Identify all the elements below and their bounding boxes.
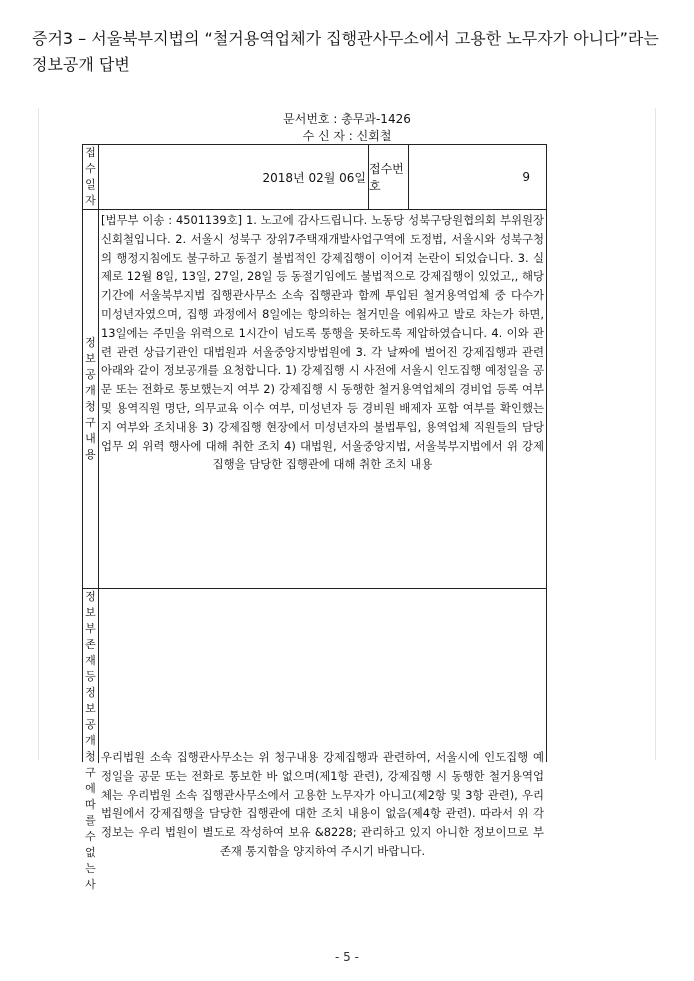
disclosure-table <box>82 144 547 891</box>
request-content-label: 정 보 공 개 청 구 내 용 <box>83 209 99 588</box>
page-number: - 5 - <box>335 950 359 964</box>
receipt-number-label: 접수번호 <box>369 145 409 209</box>
receipt-row <box>83 145 546 210</box>
evidence-heading: 증거3 – 서울북부지법의 “철거용역업체가 집행관사무소에서 고용한 노무자가 아니다”라는 정보공개 답변 <box>32 29 659 74</box>
document-number: 문서번호 : 총무과-1426 <box>283 112 411 126</box>
receipt-date-label: 접 수 일 자 <box>83 145 99 209</box>
recipient: 수 신 자 : 신회철 <box>302 129 392 143</box>
answer-content-text: 우리법원 소속 집행관사무소는 위 청구내용 강제집행과 관련하여, 서울시에 인도집행 예정일을 공문 또는 전화로 통보한 바 없으며(제1항 관련), 강제집행 시 동행한 철거용역업체는 우리법원 소속 집행관사무소에서 고용한 노무자가 아니고(제2항 및 3항 관련), 우리법원에서 강제집행을 담당한 집행관에 대한 조치 내용이 없음(제4항 관련). 따라서 위 각 정보는 우리 법원이 별도로 작성하여 보유 &8228; 관리하고 있지 아니한 정보이므로 부존재 통지함을 양지하여 주시기 바랍니다. <box>101 750 544 858</box>
page-frame-left <box>38 108 39 760</box>
page-frame-right <box>655 108 656 760</box>
answer-row <box>83 588 546 891</box>
nonexistence-label: 정 보 부 존 재 등 정 보 공 개 청 구 에 따 를 수 없 는 사 <box>83 588 99 763</box>
receipt-number: 9 <box>522 170 530 184</box>
request-row <box>83 209 546 589</box>
request-content-text: [법무부 이송 : 4501139호] 1. 노고에 감사드립니다. 노동당 성북구당원협의회 부위원장 신회철입니다. 2. 서울시 성북구 장위7주택재개발사업구역에 도정법, 서울시와 성북구청의 행정지침에도 불구하고 동절기 불법적인 강제집행이 이어져 논란이 되었습니다. 3. 실제로 12월 8일, 13일, 27일, 28일 등 동절기임에도 불법적으로 강제집행이 있었고,, 해당 기간에 서울북부지법 집행관사무소 소속 집행관과 함께 투입된 철거용역업체 중 다수가 미성년자였으며, 집행 과정에서 8일에는 항의하는 철거민을 에워싸고 발로 차는가 하면, 13일에는 주민을 위력으로 1시간이 넘도록 통행을 못하도록 제압하였습니다. 4. 이와 관련 관련 상급기관인 대법원과 서울중앙지방법원에 3. 각 날짜에 벌어진 강제집행과 관련 아래와 같이 정보공개를 요청합니다. 1) 강제집행 시 사전에 서울시 인도집행 예정일을 공문 또는 전화로 통보했는지 여부 2) 강제집행 시 동행한 철거용역업체의 경비업 등록 여부 및 용역직원 명단, 의무교육 이수 여부, 미성년자 등 경비원 배제자 포함 여부를 확인했는지 여부와 조치내용 3) 강제집행 현장에서 미성년자의 불법투입, 용역업체 직원들의 담당업무 외 위력 행사에 대해 취한 조치 4) 대법원, 서울중앙지법, 서울북부지법에서 위 강제집행을 담당한 집행관에 대해 취한 조치 내용 <box>101 213 544 472</box>
receipt-date: 2018년 02월 06일 <box>99 145 369 209</box>
